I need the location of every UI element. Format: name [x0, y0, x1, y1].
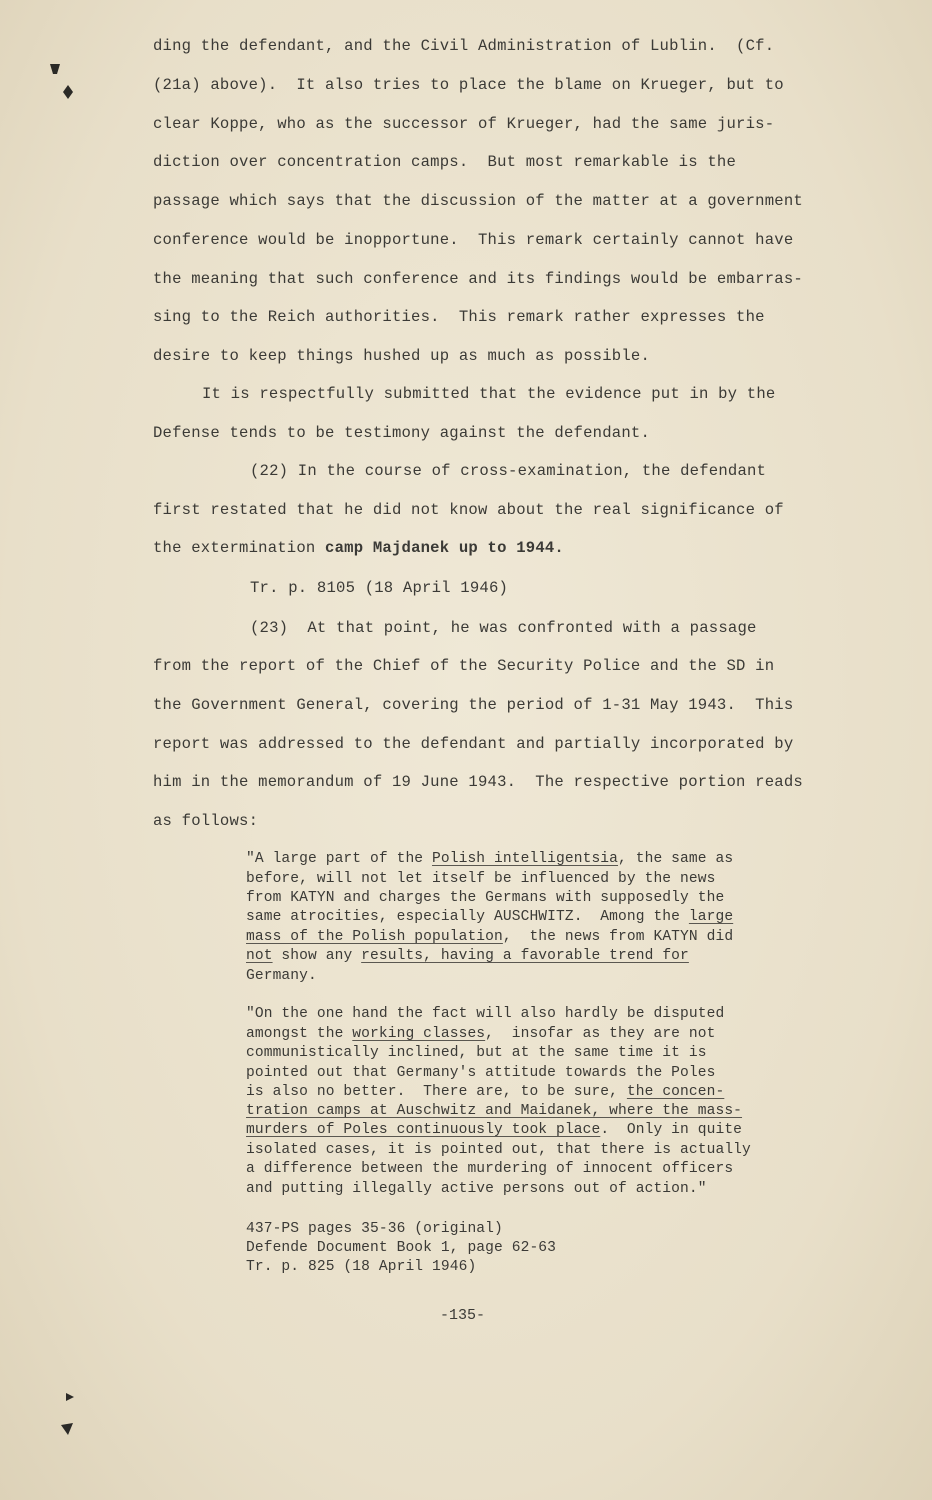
binding-mark-icon	[62, 85, 74, 99]
quote-line: pointed out that Germany's attitude towards the Poles	[246, 1065, 716, 1081]
quote-line	[246, 908, 733, 927]
text-span: amongst the	[246, 1026, 353, 1042]
text-span: is also no better. There are, to be sure,	[246, 1084, 627, 1100]
quote-line: communistically inclined, but at the same time it is	[246, 1045, 707, 1061]
text-span: show any	[272, 948, 362, 964]
paragraph-line: clear Koppe, who as the successor of Krueger, had the same juris-	[153, 115, 775, 133]
quote-line	[246, 1083, 724, 1102]
quote-line	[246, 947, 689, 966]
underlined-text: not	[246, 948, 273, 964]
citation: Tr. p. 8105 (18 April 1946)	[250, 579, 509, 597]
paragraph-line: Defense tends to be testimony against the defendant.	[153, 424, 651, 442]
paragraph-line: first restated that he did not know about the real significance of	[153, 501, 784, 519]
paragraph-line: desire to keep things hushed up as much as possible.	[153, 347, 651, 365]
page-number: -135-	[440, 1307, 486, 1324]
underlined-text: mass of the Polish population	[246, 929, 503, 945]
quote-line: from KATYN and charges the Germans with supposedly the	[246, 890, 725, 906]
quote-line	[246, 928, 733, 947]
underlined-text: Polish intelligentsia	[432, 851, 619, 867]
binding-mark-icon	[60, 1422, 74, 1436]
quote-line: and putting illegally active persons out of action."	[246, 1181, 707, 1197]
underlined-text: tration camps at Auschwitz and Maidanek, where the mass-	[246, 1103, 743, 1119]
quote-line: isolated cases, it is pointed out, that there is actually	[246, 1142, 751, 1158]
paragraph-line	[153, 538, 564, 558]
paragraph-line: (21a) above). It also tries to place the blame on Krueger, but to	[153, 76, 784, 94]
quote-line	[246, 1121, 742, 1140]
text-span: , the same as	[618, 851, 734, 867]
paragraph-line: It is respectfully submitted that the evidence put in by the	[202, 385, 776, 403]
text-span: . Only in quite	[600, 1122, 743, 1138]
paragraph-line: (23) At that point, he was confronted with a passage	[250, 619, 757, 637]
quote-line	[246, 850, 733, 869]
text-span: , the news from KATYN did	[502, 929, 734, 945]
reference-line: 437-PS pages 35-36 (original)	[246, 1221, 503, 1237]
text-span: "A large part of the	[246, 851, 433, 867]
paragraph-line: report was addressed to the defendant and partially incorporated by	[153, 735, 794, 753]
underlined-text: murders of Poles continuously took place	[246, 1122, 601, 1138]
paragraph-line: sing to the Reich authorities. This remark rather expresses the	[153, 308, 765, 326]
paragraph-line: passage which says that the discussion of the matter at a government	[153, 192, 803, 210]
paragraph-line: (22) In the course of cross-examination, the defendant	[250, 462, 767, 480]
paragraph-line: from the report of the Chief of the Security Police and the SD in	[153, 657, 775, 675]
underlined-text: the concen-	[626, 1084, 725, 1100]
bold-text: camp Majdanek up to 1944.	[325, 539, 564, 557]
quote-line	[246, 1025, 715, 1044]
paragraph-line: the meaning that such conference and its findings would be embarras-	[153, 270, 803, 288]
reference-line: Tr. p. 825 (18 April 1946)	[246, 1259, 477, 1275]
paragraph-line: the Government General, covering the period of 1-31 May 1943. This	[153, 696, 794, 714]
paragraph-line: him in the memorandum of 19 June 1943. The respective portion reads	[153, 773, 803, 791]
paragraph-line: ding the defendant, and the Civil Administration of Lublin. (Cf.	[153, 37, 775, 55]
quote-line	[246, 1102, 742, 1121]
quote-line: Germany.	[246, 968, 317, 984]
quote-line: before, will not let itself be influenced by the news	[246, 871, 716, 887]
binding-mark-icon	[65, 1392, 75, 1402]
text-span: the extermination	[153, 539, 326, 557]
text-span: , insofar as they are not	[485, 1026, 716, 1042]
text-span: same atrocities, especially AUSCHWITZ. Among the	[246, 909, 689, 925]
quote-line: "On the one hand the fact will also hardly be disputed	[246, 1006, 725, 1022]
underlined-text: large	[688, 909, 734, 925]
paragraph-line: diction over concentration camps. But most remarkable is the	[153, 153, 737, 171]
paragraph-line: as follows:	[153, 812, 259, 830]
quote-line: a difference between the murdering of innocent officers	[246, 1161, 734, 1177]
reference-line: Defende Document Book 1, page 62-63	[246, 1240, 557, 1256]
underlined-text: results, having a favorable trend for	[361, 948, 689, 964]
binding-mark-icon	[48, 62, 62, 76]
paragraph-line: conference would be inopportune. This remark certainly cannot have	[153, 231, 794, 249]
underlined-text: working classes	[352, 1026, 486, 1042]
